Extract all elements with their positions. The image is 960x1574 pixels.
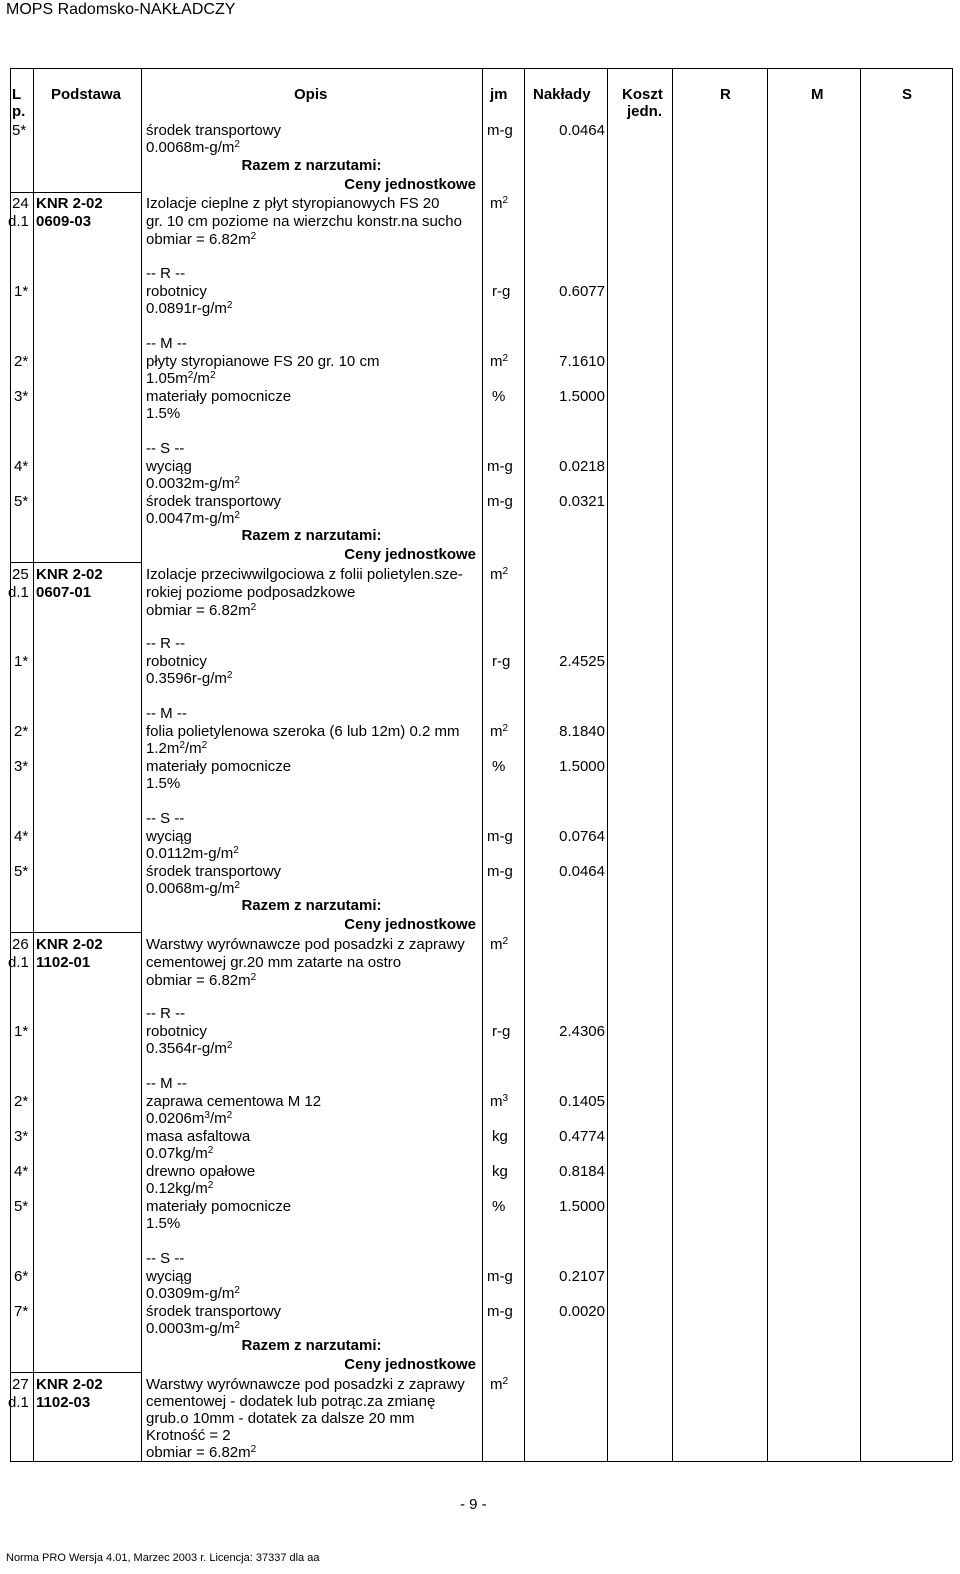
summary-razem: Razem z narzutami: [241, 527, 382, 544]
grid-line [672, 68, 673, 1461]
grid-line [10, 1461, 952, 1462]
header-lp-2: p. [12, 103, 26, 120]
summary-ceny: Ceny jednostkowe [344, 1356, 476, 1373]
row-separator [10, 932, 142, 933]
header-koszt-2: jedn. [627, 103, 663, 120]
summary-ceny: Ceny jednostkowe [344, 176, 476, 193]
header-opis: Opis [294, 86, 328, 103]
app-title: MOPS Radomsko-NAKŁADCZY [6, 1, 236, 18]
header-koszt: Koszt [622, 86, 663, 103]
summary-ceny: Ceny jednostkowe [344, 916, 476, 933]
header-s: S [902, 86, 913, 103]
row-separator [10, 562, 142, 563]
summary-razem: Razem z narzutami: [241, 897, 382, 914]
grid-line [141, 68, 142, 1461]
header-jm: jm [490, 86, 508, 103]
grid-line [952, 68, 953, 1461]
grid-line [10, 68, 952, 69]
footer-license: Norma PRO Wersja 4.01, Marzec 2003 r. Licencja: 37337 dla aa [6, 1552, 320, 1564]
header-podstawa: Podstawa [51, 86, 122, 103]
grid-line [860, 68, 861, 1461]
grid-line [482, 68, 483, 1461]
grid-line [767, 68, 768, 1461]
summary-razem: Razem z narzutami: [241, 157, 382, 174]
header-r: R [720, 86, 731, 103]
grid-line [607, 68, 608, 1461]
grid-line [33, 68, 34, 1461]
header-m: M [811, 86, 824, 103]
header-naklady: Nakłady [533, 86, 591, 103]
page-number: - 9 - [460, 1496, 487, 1513]
window-title-bar [0, 0, 960, 24]
summary-ceny: Ceny jednostkowe [344, 546, 476, 563]
header-lp: L [12, 86, 22, 103]
summary-razem: Razem z narzutami: [241, 1337, 382, 1354]
row-separator [10, 1372, 142, 1373]
grid-line [10, 68, 11, 1461]
row-separator [10, 192, 142, 193]
